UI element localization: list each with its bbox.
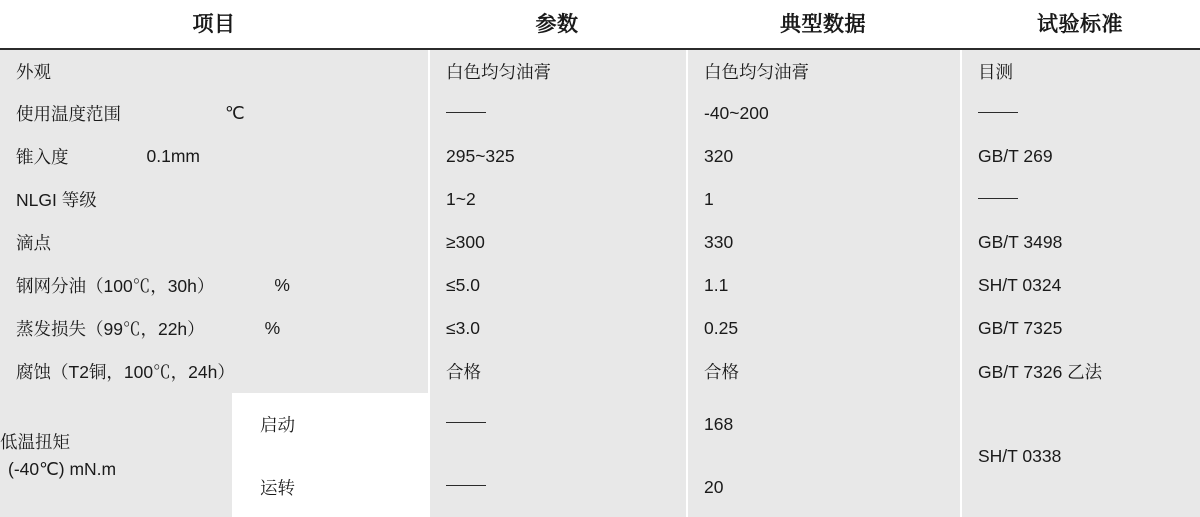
cell-item bbox=[0, 264, 428, 307]
subrow-label-run: 运转 bbox=[234, 456, 428, 517]
item-label: 锥入度 bbox=[16, 147, 69, 167]
cell-typical: 1 bbox=[686, 178, 960, 221]
cell-param: 295~325 bbox=[428, 135, 686, 178]
table-body bbox=[0, 49, 1200, 517]
table-row bbox=[0, 135, 1200, 178]
item-label: 外观 bbox=[16, 61, 51, 82]
table-row bbox=[0, 221, 1200, 264]
cell-param bbox=[428, 92, 686, 135]
cell-standard bbox=[960, 92, 1200, 135]
item-unit: ℃ bbox=[225, 103, 245, 123]
cell-standard: GB/T 269 bbox=[960, 135, 1200, 178]
cell-param: ≤3.0 bbox=[428, 307, 686, 350]
cell-standard: GB/T 3498 bbox=[960, 221, 1200, 264]
subrow-label-start: 启动 bbox=[234, 393, 428, 456]
cell-typical: 330 bbox=[686, 221, 960, 264]
header-cell-item: 项目 bbox=[0, 0, 428, 49]
cell-typical: 合格 bbox=[686, 350, 960, 393]
cell-standard bbox=[960, 178, 1200, 221]
table-row bbox=[0, 92, 1200, 135]
em-dash-mark bbox=[978, 198, 1018, 199]
item-label: 使用温度范围 bbox=[16, 104, 121, 124]
subrow-typical-start: 168 bbox=[704, 414, 734, 434]
item-label: 滴点 bbox=[16, 233, 51, 253]
cell-item bbox=[0, 135, 428, 178]
table-row bbox=[0, 307, 1200, 350]
header-cell-param: 参数 bbox=[428, 0, 686, 49]
cell-item-composite bbox=[0, 393, 428, 517]
cell-param: 白色均匀油膏 bbox=[428, 49, 686, 92]
em-dash-mark bbox=[446, 485, 486, 486]
cell-item bbox=[0, 178, 428, 221]
cell-standard-composite bbox=[960, 393, 1200, 517]
standard-label: SH/T 0338 bbox=[978, 445, 1062, 466]
cell-standard: SH/T 0324 bbox=[960, 264, 1200, 307]
em-dash-mark bbox=[446, 422, 486, 423]
cell-item bbox=[0, 92, 428, 135]
item-label: NLGI 等级 bbox=[16, 190, 97, 210]
em-dash-mark bbox=[978, 112, 1018, 113]
cell-item bbox=[0, 350, 428, 393]
table-row-low-temp-torque bbox=[0, 393, 1200, 517]
table-row bbox=[0, 49, 1200, 92]
low-temp-torque-label bbox=[0, 393, 232, 517]
item-unit: 0.1mm bbox=[146, 146, 200, 166]
low-temp-torque-label-line2: (-40℃) mN.m bbox=[8, 459, 117, 479]
cell-param-composite bbox=[428, 393, 686, 517]
item-unit: % bbox=[274, 275, 290, 295]
cell-item bbox=[0, 307, 428, 350]
subrow-typical-run: 20 bbox=[704, 477, 724, 497]
cell-standard: 目测 bbox=[960, 49, 1200, 92]
cell-typical: -40~200 bbox=[686, 92, 960, 135]
cell-standard: GB/T 7326 乙法 bbox=[960, 350, 1200, 393]
header-cell-standard: 试验标准 bbox=[960, 0, 1200, 49]
header-row bbox=[0, 0, 1200, 49]
header-cell-typical: 典型数据 bbox=[686, 0, 960, 49]
cell-param: ≤5.0 bbox=[428, 264, 686, 307]
cell-typical-composite bbox=[686, 393, 960, 517]
cell-param: ≥300 bbox=[428, 221, 686, 264]
item-label: 钢网分油（100℃，30h） bbox=[16, 276, 215, 296]
cell-typical: 白色均匀油膏 bbox=[686, 49, 960, 92]
cell-typical: 1.1 bbox=[686, 264, 960, 307]
table-row bbox=[0, 264, 1200, 307]
item-unit: % bbox=[264, 318, 281, 338]
low-temp-torque-subrows bbox=[232, 393, 428, 517]
cell-item bbox=[0, 221, 428, 264]
item-label: 腐蚀（T2铜，100℃，24h） bbox=[16, 362, 235, 382]
table-row bbox=[0, 178, 1200, 221]
cell-typical: 0.25 bbox=[686, 307, 960, 350]
subrow-param-start bbox=[446, 393, 686, 456]
table-header bbox=[0, 0, 1200, 49]
item-label: 蒸发损失（99℃，22h） bbox=[16, 319, 205, 339]
subrow-param-run bbox=[446, 456, 686, 517]
cell-param: 1~2 bbox=[428, 178, 686, 221]
low-temp-torque-label-line1: 低温扭矩 bbox=[0, 431, 70, 452]
cell-standard: GB/T 7325 bbox=[960, 307, 1200, 350]
cell-typical: 320 bbox=[686, 135, 960, 178]
cell-param: 合格 bbox=[428, 350, 686, 393]
em-dash-mark bbox=[446, 112, 486, 113]
cell-item bbox=[0, 49, 428, 92]
